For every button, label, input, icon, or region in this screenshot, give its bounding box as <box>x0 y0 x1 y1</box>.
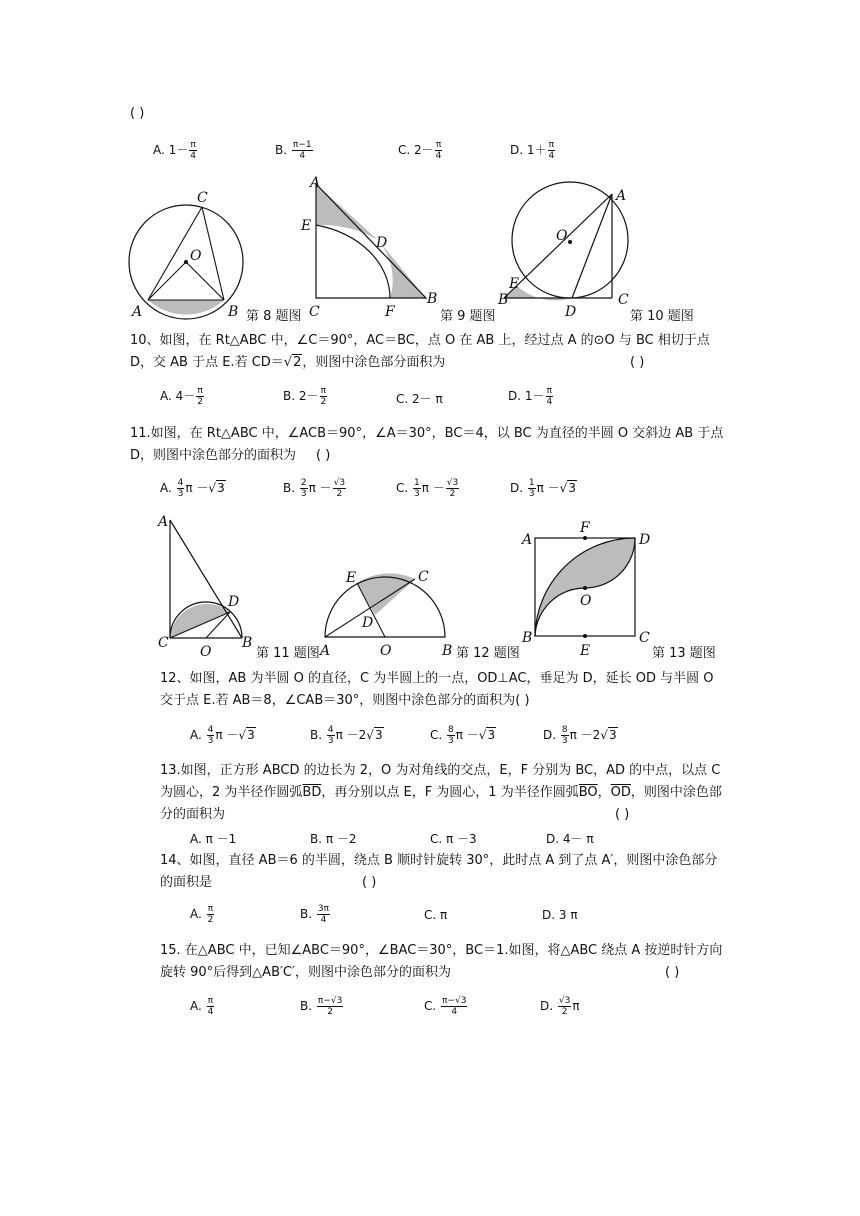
q12-option-d: D. $\frac{8}{3}$ π －2√3 <box>543 725 617 746</box>
q9-option-b: B. $\frac{\pi-1}{4}$ <box>275 140 312 161</box>
figure-8 <box>129 190 243 320</box>
fig8-label-a: A <box>132 304 143 320</box>
q14-option-c: C. π <box>424 908 448 922</box>
q12-option-a: A. $\frac{4}{3}$ π －√3 <box>190 725 255 746</box>
fig12-label-o: O <box>380 643 392 659</box>
fig8-label-b: B <box>228 304 239 320</box>
fig12-label-d: D <box>362 615 374 631</box>
fig13-label-d: D <box>639 532 651 548</box>
fig12-caption: 第 12 题图 <box>456 646 520 661</box>
q13-option-c: C. π －3 <box>430 832 477 846</box>
fig9-label-e: E <box>301 218 312 234</box>
fig11-label-d: D <box>228 594 240 610</box>
q13-option-a: A. π －1 <box>190 832 237 846</box>
q9-option-d: D. 1＋ $\frac{\pi}{4}$ <box>510 140 555 161</box>
fig10-label-e: E <box>509 276 520 292</box>
q11-option-d: D. $\frac{1}{3}$ π －√3 <box>510 478 576 499</box>
fig11-caption: 第 11 题图 <box>256 646 320 661</box>
fig12-label-a: A <box>320 643 331 659</box>
fig11-label-c: C <box>158 635 169 651</box>
fig13-label-e: E <box>580 643 591 659</box>
fig10-label-d: D <box>565 304 577 320</box>
fig9-label-f: F <box>385 304 395 320</box>
fig8-label-o: O <box>190 248 202 264</box>
fig13-caption: 第 13 题图 <box>652 646 716 661</box>
fig13-label-c: C <box>639 630 650 646</box>
fig10-caption: 第 10 题图 <box>630 309 694 324</box>
q11-text: 11.如图，在 Rt△ABC 中，∠ACB＝90°，∠A＝30°，BC＝4，以 BC 为直径的半圆 O 交斜边 AB 于点 D，则图中涂色部分的面积为 ( ) <box>130 426 724 463</box>
q11-option-b: B. $\frac{2}{3}$ π － $\frac{√3}{2}$ <box>283 478 346 499</box>
figure-13 <box>520 520 650 659</box>
fig9-label-c: C <box>309 304 320 320</box>
fig13-label-b: B <box>522 630 533 646</box>
fig13-label-o: O <box>580 593 592 609</box>
top-paren: ( ) <box>130 106 145 121</box>
q9-option-c: C. 2－ $\frac{\pi}{4}$ <box>398 140 442 161</box>
fig10-label-o: O <box>556 228 568 244</box>
fig10-label-c: C <box>618 292 629 308</box>
q10-option-a: A. 4－ $\frac{\pi}{2}$ <box>160 386 203 407</box>
q12-option-c: C. $\frac{8}{3}$ π －√3 <box>430 725 496 746</box>
q14-option-a: A. $\frac{\pi}{2}$ <box>190 904 214 925</box>
q13-option-d: D. 4－ π <box>546 832 594 846</box>
fig12-label-b: B <box>442 643 453 659</box>
q9-option-a: A. 1－ $\frac{\pi}{4}$ <box>153 140 196 161</box>
q14-option-b: B. $\frac{3\pi}{4}$ <box>300 904 330 925</box>
q15-text: 15. 在△ABC 中，已知∠ABC＝90°，∠BAC＝30°，BC＝1.如图，将△ABC 绕点 A 按逆时针方向旋转 90°后得到△AB′C′，则图中涂色部分的面积为 ( ) <box>160 943 723 980</box>
figure-10 <box>497 182 629 320</box>
fig13-label-f: F <box>580 520 590 536</box>
fig12-label-c: C <box>418 569 429 585</box>
figure-9 <box>300 175 437 320</box>
q10-option-c: C. 2－ π <box>396 392 443 406</box>
fig9-label-d: D <box>376 235 388 251</box>
q15-option-b: B. $\frac{\pi-√3}{2}$ <box>300 996 343 1017</box>
fig9-caption: 第 9 题图 <box>440 309 496 324</box>
fig11-label-a: A <box>158 514 169 530</box>
figure-row-1 <box>120 170 750 325</box>
fig9-label-b: B <box>427 291 438 307</box>
figure-12 <box>318 569 452 659</box>
q15-option-c: C. $\frac{\pi-√3}{4}$ <box>424 996 467 1017</box>
fig8-caption: 第 8 题图 <box>246 309 302 324</box>
q11-option-a: A. $\frac{4}{3}$ π －√3 <box>160 478 225 499</box>
q12-text: 12、如图，AB 为半圆 O 的直径，C 为半圆上的一点，OD⊥AC，垂足为 D，延长 OD 与半圆 O 交于点 E.若 AB＝8，∠CAB＝30°，则图中涂色部分的面积为( ) <box>160 671 714 708</box>
figure-11 <box>156 514 252 660</box>
q12-option-b: B. $\frac{4}{3}$ π －2√3 <box>310 725 383 746</box>
q14-option-d: D. 3 π <box>542 908 578 922</box>
q10-option-d: D. 1－ $\frac{\pi}{4}$ <box>508 386 553 407</box>
fig10-label-a: A <box>616 188 627 204</box>
q10-option-b: B. 2－ $\frac{\pi}{2}$ <box>283 386 327 407</box>
q13-option-b: B. π －2 <box>310 832 357 846</box>
fig11-label-b: B <box>242 635 253 651</box>
q10-text: 10、如图，在 Rt△ABC 中，∠C＝90°，AC＝BC，点 O 在 AB 上，经过点 A 的⊙O 与 BC 相切于点 D，交 AB 于点 E.若 CD＝√2，则图中涂色部分面积为 ( ) <box>130 333 710 370</box>
fig12-label-e: E <box>346 570 357 586</box>
q15-option-a: A. $\frac{\pi}{4}$ <box>190 996 214 1017</box>
fig10-label-b: B <box>498 292 509 308</box>
q11-option-c: C. $\frac{1}{3}$ π － $\frac{√3}{2}$ <box>396 478 459 499</box>
fig11-label-o: O <box>200 644 212 660</box>
q14-text: 14、如图，直径 AB＝6 的半圆，绕点 B 顺时针旋转 30°，此时点 A 到了点 A′，则图中涂色部分的面积是 ( ) <box>160 853 718 890</box>
q13-text: 13.如图，正方形 ABCD 的边长为 2，O 为对角线的交点，E，F 分别为 BC，AD 的中点，以点 C 为圆心，2 为半径作圆弧$\overline{BD}$，再分别以点 E，F 为圆心，1 为半径作圆弧$\overline{BO}$，$\overline{OD}$，则图中涂色部分的面积为 ( ) <box>160 763 722 822</box>
fig8-label-c: C <box>197 190 208 206</box>
q15-option-d: D. $\frac{√3}{2}$ π <box>540 996 580 1017</box>
fig13-label-a: A <box>522 532 533 548</box>
fig9-label-a: A <box>310 175 321 191</box>
